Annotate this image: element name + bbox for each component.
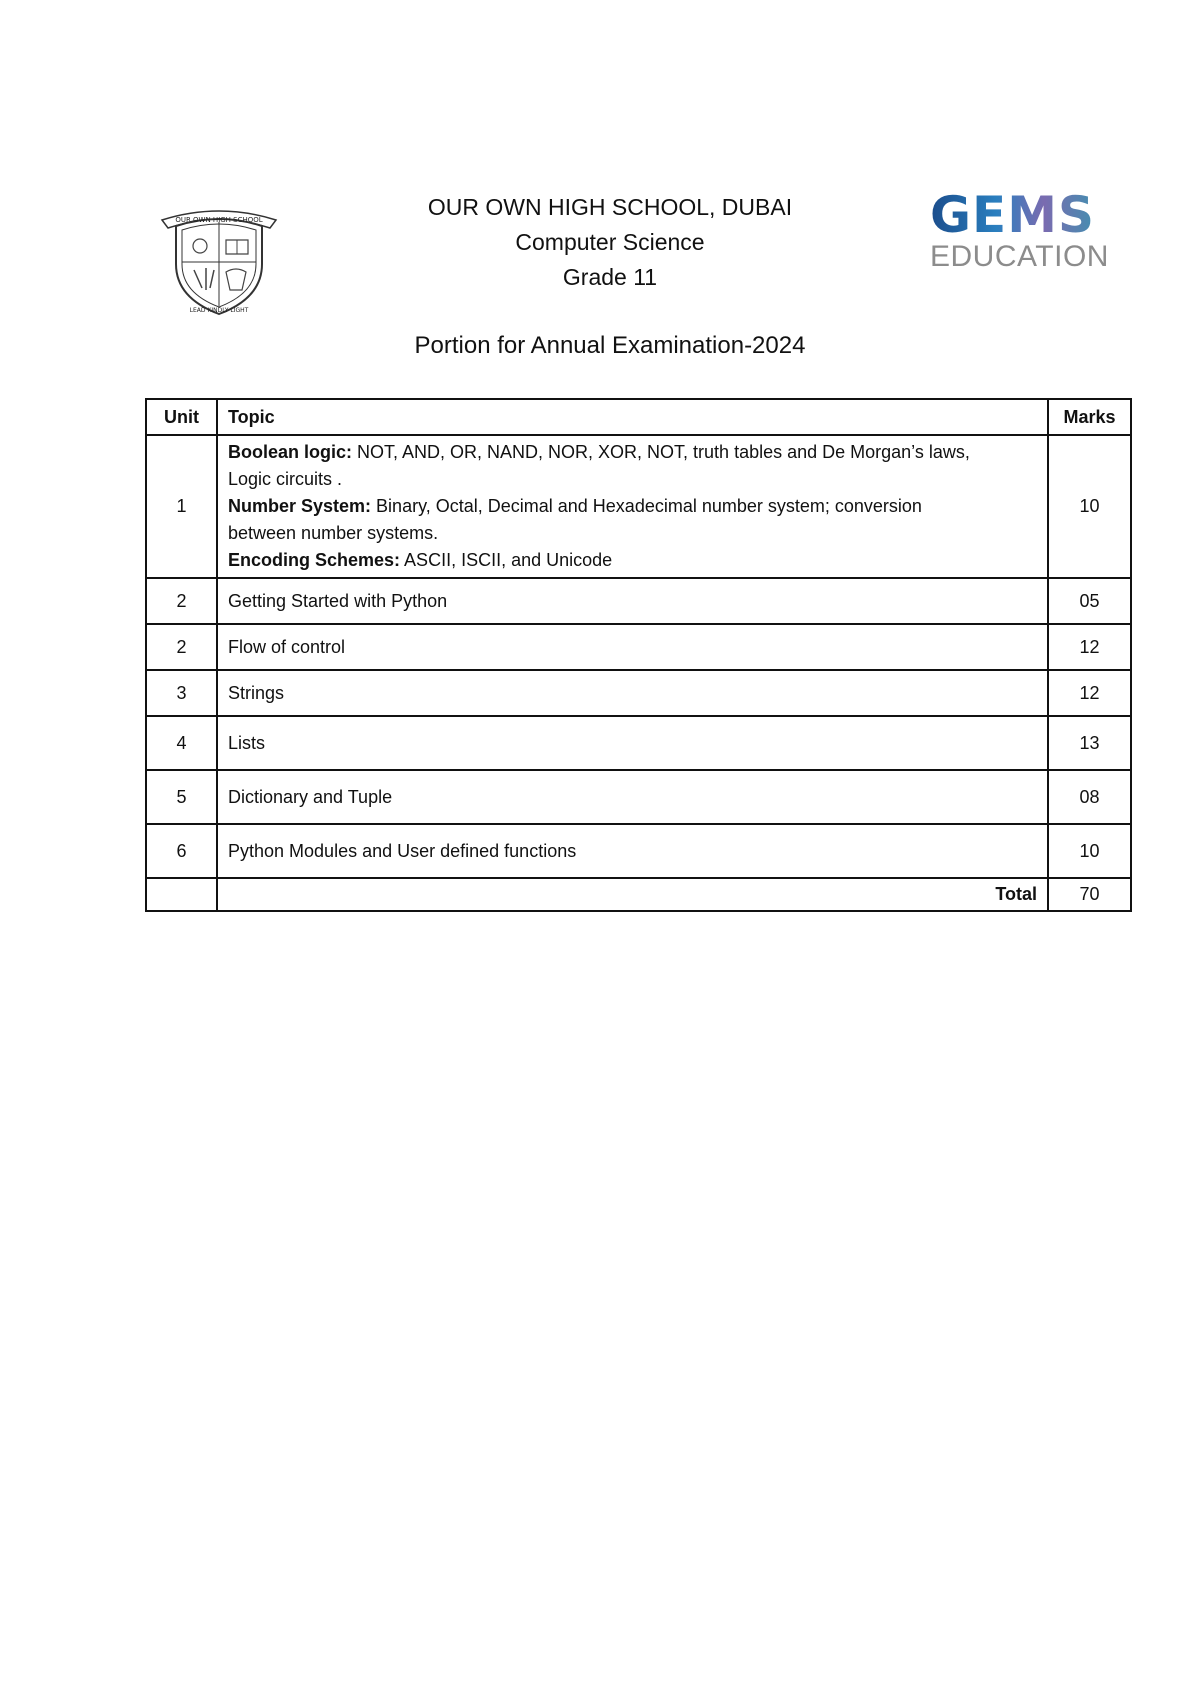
marks-cell: 05 — [1048, 578, 1131, 624]
table-row — [146, 435, 1131, 578]
topic-cell: Python Modules and User defined functions — [217, 824, 1048, 878]
topic-cell: Getting Started with Python — [217, 578, 1048, 624]
subject-name: Computer Science — [515, 229, 705, 255]
grade-label: Grade 11 — [562, 264, 658, 290]
unit-cell: 2 — [146, 578, 217, 624]
number-system-label: Number System: — [228, 496, 372, 516]
unit-cell: 1 — [146, 435, 217, 578]
number-system-cont: between number systems. — [228, 523, 439, 543]
unit-cell: 5 — [146, 770, 217, 824]
exam-title: Portion for Annual Examination-2024 — [414, 332, 806, 359]
table-row — [146, 770, 1131, 824]
crest-top-text: OUR OWN HIGH SCHOOL — [175, 216, 263, 224]
unit-cell: 6 — [146, 824, 217, 878]
boolean-logic-label: Boolean logic: — [228, 442, 353, 462]
boolean-logic-text: NOT, AND, OR, NAND, NOR, XOR, NOT, truth tables and De Morgan’s laws, — [352, 442, 970, 462]
school-crest-logo — [158, 206, 280, 318]
gems-logo-word: GEMS — [930, 192, 1120, 238]
topic-cell: Strings — [217, 670, 1048, 716]
marks-cell: 10 — [1048, 435, 1131, 578]
total-label: Total — [217, 878, 1048, 911]
header-marks: Marks — [1048, 399, 1131, 435]
encoding-schemes-text: ASCII, ISCII, and Unicode — [400, 550, 613, 570]
marks-cell: 10 — [1048, 824, 1131, 878]
header-topic: Topic — [217, 399, 1048, 435]
marks-cell: 12 — [1048, 624, 1131, 670]
marks-cell: 12 — [1048, 670, 1131, 716]
gems-education-logo — [930, 192, 1120, 282]
boolean-logic-cont: Logic circuits . — [228, 469, 343, 489]
total-marks: 70 — [1048, 878, 1131, 911]
number-system-text: Binary, Octal, Decimal and Hexadecimal number system; conversion — [371, 496, 922, 516]
portion-table — [145, 398, 1132, 912]
school-name: OUR OWN HIGH SCHOOL, DUBAI — [427, 194, 793, 220]
unit-cell: 4 — [146, 716, 217, 770]
topic-cell: Lists — [217, 716, 1048, 770]
header-unit: Unit — [146, 399, 217, 435]
unit-cell: 2 — [146, 624, 217, 670]
topic-cell: Flow of control — [217, 624, 1048, 670]
crest-bottom-text: LEAD KINDLY LIGHT — [189, 307, 249, 314]
gems-logo-sub: EDUCATION — [930, 240, 1109, 273]
unit-cell: 3 — [146, 670, 217, 716]
table-header-row — [146, 399, 1131, 435]
table-row — [146, 716, 1131, 770]
marks-cell: 13 — [1048, 716, 1131, 770]
table-row — [146, 578, 1131, 624]
total-row — [146, 878, 1131, 911]
encoding-schemes-label: Encoding Schemes: — [228, 550, 401, 570]
table-row — [146, 624, 1131, 670]
table-row — [146, 824, 1131, 878]
topic-cell — [217, 435, 1048, 578]
document-header — [300, 190, 920, 295]
topic-cell: Dictionary and Tuple — [217, 770, 1048, 824]
total-unit-cell — [146, 878, 217, 911]
marks-cell: 08 — [1048, 770, 1131, 824]
table-row — [146, 670, 1131, 716]
